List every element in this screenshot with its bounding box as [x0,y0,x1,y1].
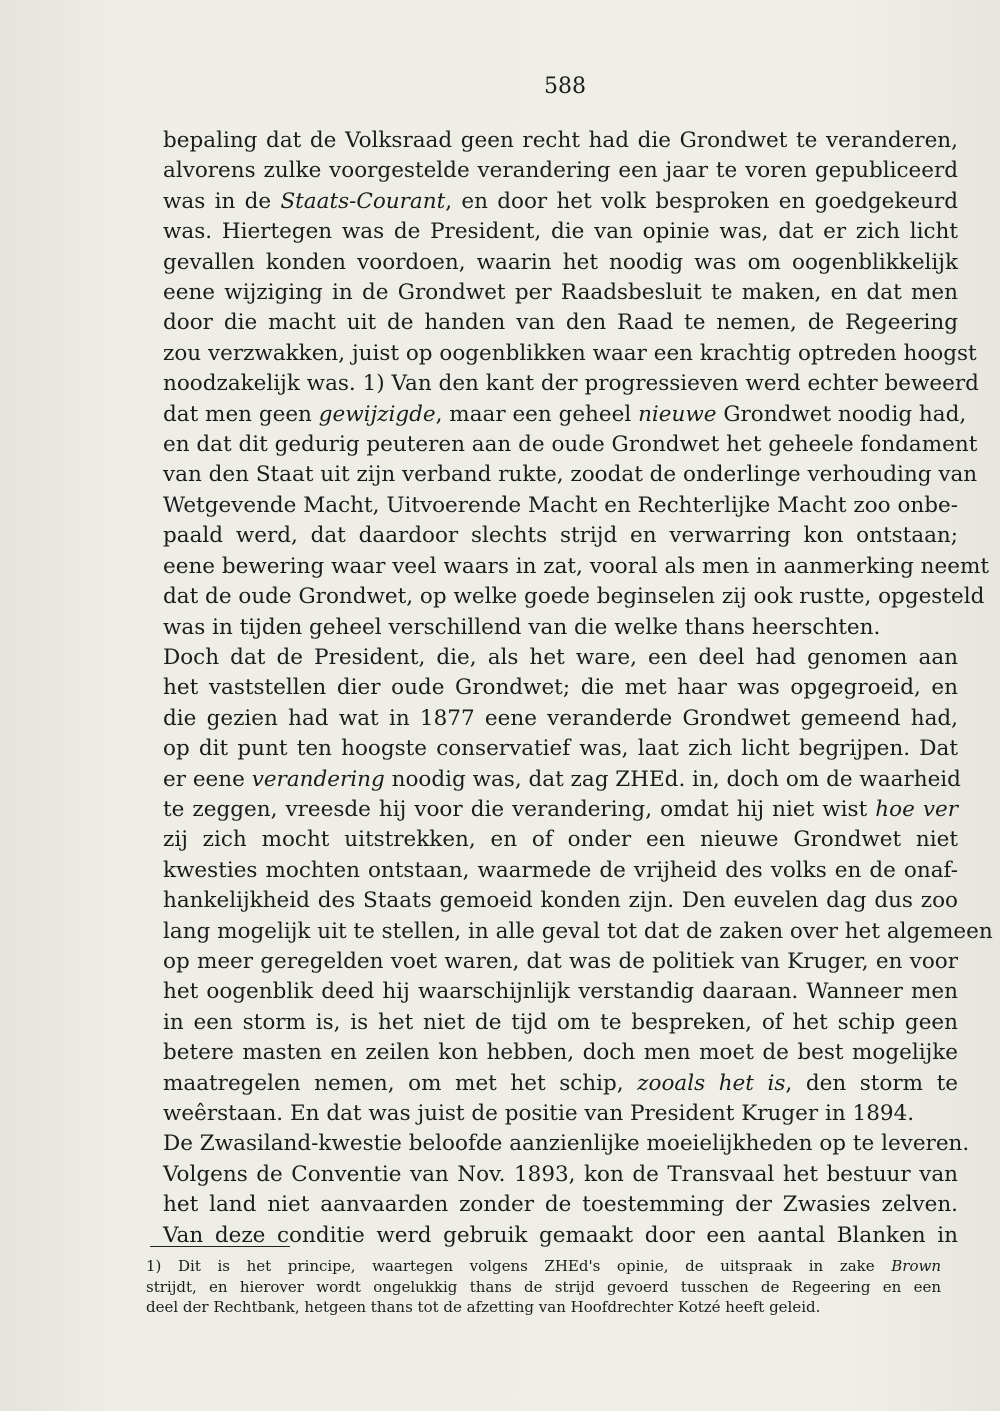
text-line: weêrstaan. En dat was juist de positie van President Kruger in 1894. [163,1101,915,1126]
text-line: het land niet aanvaarden zonder de toestemming der Zwasies zelven. [163,1192,958,1218]
text-line: bepaling dat de Volksraad geen recht had die Grondwet te veranderen, [163,128,958,153]
text-line [163,765,961,795]
text-line: dat de oude Grondwet, op welke goede beginselen zij ook rustte, opgesteld [163,584,985,610]
text-line: lang mogelijk uit te stellen, in alle geval tot dat de zaken over het algemeen [163,918,993,944]
footnote-rule [150,1246,290,1247]
text-line [163,1069,958,1099]
text-line: Doch dat de President, die, als het ware, een deel had genomen aan [163,644,958,670]
text-line: het vaststellen dier oude Grondwet; die met haar was opgegroeid, en [163,675,958,701]
text-segment: maatregelen nemen, om met het schip, [163,1070,638,1096]
text-segment: 1) Dit is het principe, waartegen volgens ZHEd's opinie, de uitspraak in zake [146,1257,892,1275]
text-line [163,795,958,825]
italic-text: verandering [251,766,385,792]
text-line: zij zich mocht uitstrekken, en of onder een nieuwe Grondwet niet [163,827,958,853]
text-line [163,400,967,430]
text-line: alvorens zulke voorgestelde verandering een jaar te voren gepubliceerd [163,158,958,184]
text-line: zou verzwakken, juist op oogenblikken waar een krachtig optreden hoogst [163,340,977,366]
italic-text: zooals het is [637,1070,786,1096]
text-segment: te zeggen, vreesde hij voor die verandering, omdat hij niet wist [163,796,876,822]
paragraph-2 [163,643,993,1130]
text-segment: , maar een geheel [435,401,639,427]
text-segment: noodig was, dat zag ZHEd. in, doch om de waarheid [384,766,961,792]
text-line: betere masten en zeilen kon hebben, doch men moet de best mogelijke [163,1040,958,1066]
text-segment: , den storm te [785,1070,958,1096]
text-line: op dit punt ten hoogste conservatief was, laat zich licht begrijpen. Dat [163,736,958,762]
text-line: op meer geregelden voet waren, dat was de politiek van Kruger, en voor [163,948,958,974]
page-number: 588 [544,74,586,99]
text-segment: , en door het volk besproken en goedgekeurd [445,188,959,214]
text-line: Wetgevende Macht, Uitvoerende Macht en Rechterlijke Macht zoo onbe- [163,492,958,518]
paragraph-3 [163,1129,970,1251]
text-line: was. Hiertegen was de President, die van opinie was, dat er zich licht [163,219,958,245]
text-line: Volgens de Conventie van Nov. 1893, kon de Transvaal het bestuur van [163,1161,958,1187]
text-line: noodzakelijk was. 1) Van den kant der progressieven werd echter beweerd [163,371,979,397]
text-segment: was in de [163,188,281,214]
text-line: het oogenblik deed hij waarschijnlijk verstandig daaraan. Wanneer men [163,979,958,1005]
text-segment: dat men geen [163,401,319,427]
text-segment: er eene [163,766,252,792]
text-line: gevallen konden voordoen, waarin het noodig was om oogenblikkelijk [163,249,958,275]
main-text [163,126,993,1251]
text-line [146,1256,941,1277]
text-line: deel der Rechtbank, hetgeen thans tot de afzetting van Hoofdrechter Kotzé heeft geleid. [146,1298,821,1316]
italic-text: gewijzigde [318,401,436,427]
italic-text: Staats-Courant [280,188,446,214]
text-line: eene bewering waar veel waars in zat, vooral als men in aanmerking neemt [163,553,990,579]
text-line: paald werd, dat daardoor slechts strijd en verwarring kon ontstaan; [163,523,958,549]
text-line: hankelijkheid des Staats gemoeid konden zijn. Den euvelen dag dus zoo [163,888,958,914]
footnote [146,1256,941,1318]
text-segment: Grondwet noodig had, [716,401,967,427]
text-line: De Zwasiland-kwestie beloofde aanzienlijke moeielijkheden op te leveren. [163,1131,970,1157]
text-line [163,187,958,217]
text-line: kwesties mochten ontstaan, waarmede de vrijheid des volks en de onaf- [163,857,958,883]
text-line: Van deze conditie werd gebruik gemaakt door een aantal Blanken in [163,1222,958,1248]
italic-text: nieuwe [638,401,717,427]
italic-text: Brown [891,1257,941,1275]
text-line: door die macht uit de handen van den Raad te nemen, de Regeering [163,310,958,336]
text-line: en dat dit gedurig peuteren aan de oude Grondwet het geheele fondament [163,432,978,458]
text-line: die gezien had wat in 1877 eene veranderde Grondwet gemeend had, [163,705,958,731]
text-line: van den Staat uit zijn verband rukte, zoodat de onderlinge verhouding van [163,462,978,488]
paragraph-1 [163,126,990,643]
text-line: in een storm is, is het niet de tijd om te bespreken, of het schip geen [163,1009,958,1035]
text-line: was in tijden geheel verschillend van die welke thans heerschten. [163,614,881,640]
text-line: eene wijziging in de Grondwet per Raadsbesluit te maken, en dat men [163,280,958,306]
italic-text: hoe ver [875,796,958,822]
text-line: strijdt, en hierover wordt ongelukkig thans de strijd gevoerd tusschen de Regeering en een [146,1277,941,1296]
